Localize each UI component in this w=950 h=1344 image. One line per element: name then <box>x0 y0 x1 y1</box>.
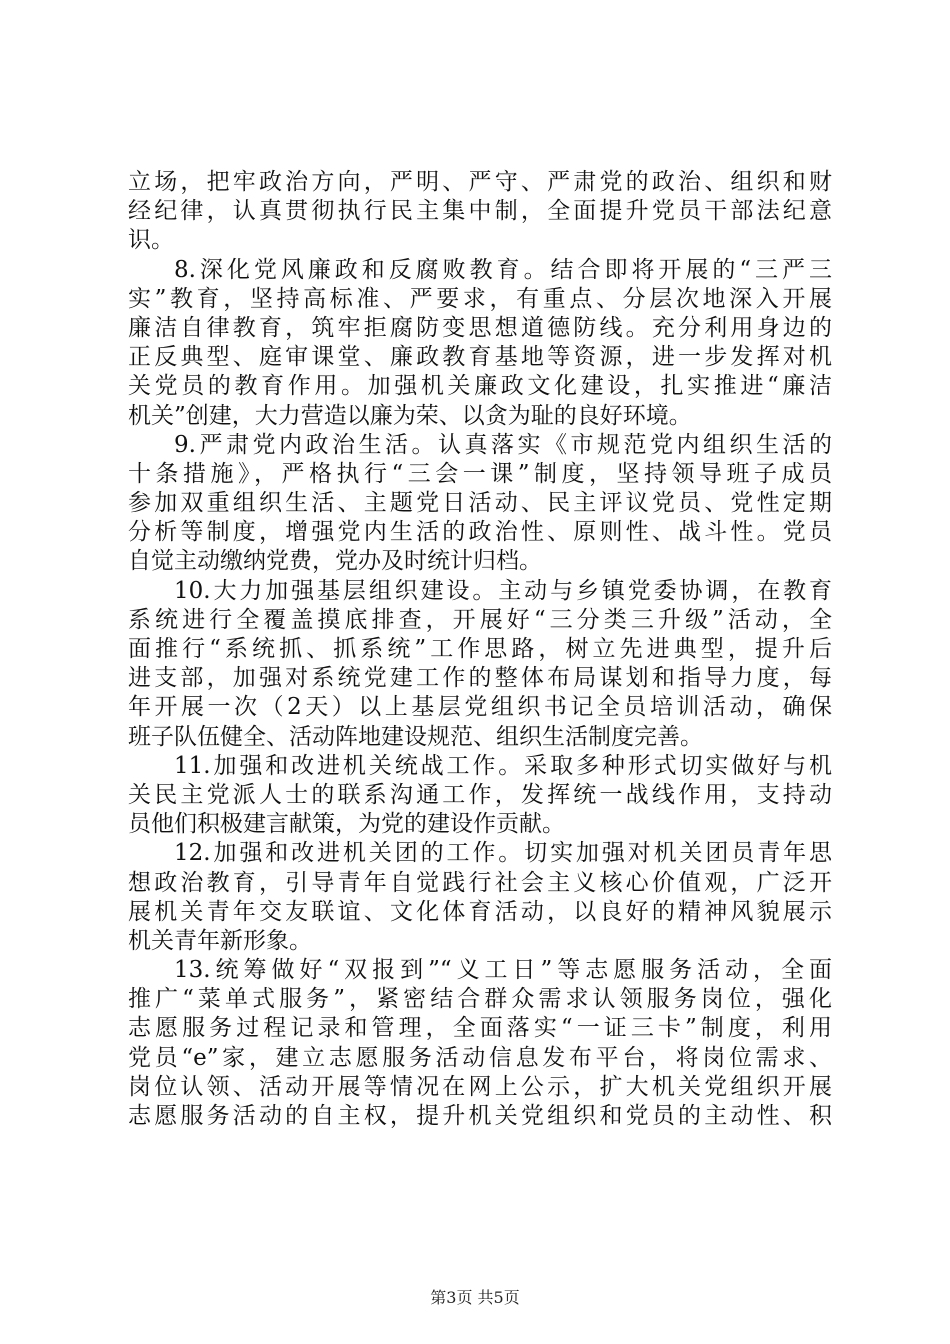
text-line: 9.严肃党内政治生活。认真落实《市规范党内组织生活的 <box>174 431 832 458</box>
text-line: 面推行“系统抓、抓系统”工作思路，树立先进典型，提升后 <box>128 636 832 662</box>
text-line: 正反典型、庭审课堂、廉政教育基地等资源，进一步发挥对机 <box>128 344 832 371</box>
text-line: 员他们积极建言献策，为党的建设作贡献。 <box>128 811 565 838</box>
text-line: 参加双重组织生活、主题党日活动、民主评议党员、党性定期 <box>128 490 832 517</box>
text-line: 想政治教育，引导青年自觉践行社会主义核心价值观，广泛开 <box>128 869 832 896</box>
text-line: 年开展一次（2天）以上基层党组织书记全员培训活动，确保 <box>128 694 832 721</box>
text-line: 识。 <box>128 227 174 254</box>
text-line: 廉洁自律教育，筑牢拒腐防变思想道德防线。充分利用身边的 <box>128 314 832 341</box>
text-line: 分析等制度，增强党内生活的政治性、原则性、战斗性。党员 <box>128 519 832 546</box>
text-line: 十条措施》，严格执行“三会一课”制度，坚持领导班子成员 <box>128 460 832 487</box>
text-line: 12.加强和改进机关团的工作。切实加强对机关团员青年思 <box>174 840 832 867</box>
text-line: 13.统筹做好“双报到”“义工日”等志愿服务活动，全面 <box>174 957 832 984</box>
text-line: 关党员的教育作用。加强机关廉政文化建设，扎实推进“廉洁 <box>128 373 832 400</box>
text-line: 10.大力加强基层组织建设。主动与乡镇党委协调，在教育 <box>174 577 832 604</box>
text-line: 8.深化党风廉政和反腐败教育。结合即将开展的“三严三 <box>174 256 832 283</box>
text-line: 岗位认领、活动开展等情况在网上公示，扩大机关党组织开展 <box>128 1073 832 1100</box>
text-line: 11.加强和改进机关统战工作。采取多种形式切实做好与机 <box>174 752 832 779</box>
text-line: 推广“菜单式服务”，紧密结合群众需求认领服务岗位，强化 <box>128 986 832 1013</box>
text-line: 进支部，加强对系统党建工作的整体布局谋划和指导力度，每 <box>128 665 832 692</box>
text-line: 党员“e”家，建立志愿服务活动信息发布平台，将岗位需求、 <box>128 1044 832 1071</box>
text-line: 展机关青年交友联谊、文化体育活动，以良好的精神风貌展示 <box>128 898 832 925</box>
text-line: 经纪律，认真贯彻执行民主集中制，全面提升党员干部法纪意 <box>128 198 832 225</box>
text-line: 志愿服务过程记录和管理，全面落实“一证三卡”制度，利用 <box>128 1015 832 1042</box>
text-line: 机关青年新形象。 <box>128 927 312 954</box>
text-line: 班子队伍健全、活动阵地建设规范、组织生活制度完善。 <box>128 723 703 750</box>
text-line: 系统进行全覆盖摸底排查，开展好“三分类三升级”活动，全 <box>128 606 832 633</box>
page-footer: 第3页 共5页 <box>430 1288 520 1307</box>
text-line: 立场，把牢政治方向，严明、严守、严肃党的政治、组织和财 <box>128 169 832 195</box>
document-body <box>128 168 832 1131</box>
text-line: 自觉主动缴纳党费，党办及时统计归档。 <box>128 548 542 575</box>
text-line: 机关”创建，大力营造以廉为荣、以贪为耻的良好环境。 <box>128 402 692 429</box>
text-line: 志愿服务活动的自主权，提升机关党组织和党员的主动性、积 <box>128 1103 832 1129</box>
text-line: 实”教育，坚持高标准、严要求，有重点、分层次地深入开展 <box>128 285 832 312</box>
text-line: 关民主党派人士的联系沟通工作，发挥统一战线作用，支持动 <box>128 781 832 808</box>
